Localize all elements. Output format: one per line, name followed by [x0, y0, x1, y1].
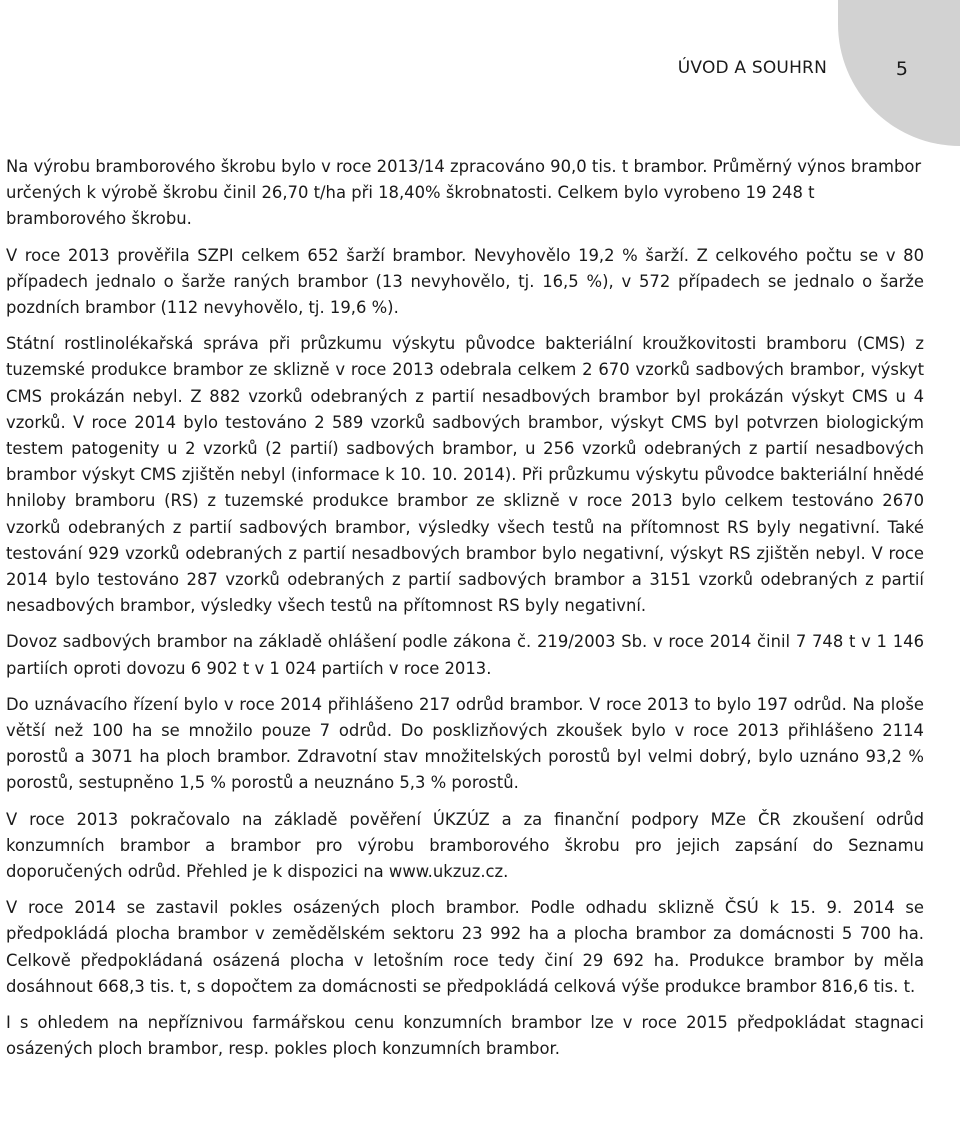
paragraph-planted-area: V roce 2014 se zastavil pokles osázených ploch brambor. Podle odhadu sklizně ČSÚ k 15. 9. 2014 se předpokládá plocha brambor v zemědělském sektoru 23 992 ha a plocha brambor za domácnosti 5 700 ha. Celkově předpokládaná osázená plocha v letošním roce tedy činí 29 692 ha. Produkce brambor by měla dosáhnout 668,3 tis. t, s dopočtem za domácnosti se předpokládá celková výše produkce brambor 816,6 tis. t.	[6, 898, 924, 996]
body-text	[6, 154, 924, 1073]
paragraph-szpi-inspection: V roce 2013 prověřila SZPI celkem 652 šarží brambor. Nevyhovělo 19,2 % šarží. Z celkového počtu se v 80 případech jednalo o šarže raných brambor (13 nevyhovělo, tj. 16,5 %), v 572 případech se jednalo o šarže pozdních brambor (112 nevyhovělo, tj. 19,6 %).	[6, 245, 924, 318]
paragraph-phytosanitary-survey: Státní rostlinolékařská správa při průzkumu výskytu původce bakteriální kroužkovitosti bramboru (CMS) z tuzemské produkce brambor ze sklizně v roce 2013 odebrala celkem 2 670 vzorků sadbových brambor, výskyt CMS prokázán nebyl. Z 882 vzorků odebraných z partií nesadbových brambor byl prokázán výskyt CMS u 4 vzorků. V roce 2014 bylo testováno 2 589 vzorků sadbových brambor, výskyt CMS byl potvrzen biologickým testem patogenity u 2 vzorků (2 partií) sadbových brambor, u 256 vzorků odebraných z partií nesadbových brambor výskyt CMS zjištěn nebyl (informace k 10. 10. 2014). Při průzkumu výskytu původce bakteriální hnědé hniloby bramboru (RS) z tuzemské produkce brambor ze sklizně v roce 2013 bylo celkem testováno 2670 vzorků odebraných z partií sadbových brambor, výsledky všech testů na přítomnost RS byly negativní. Také testování 929 vzorků odebraných z partií nesadbových brambor bylo negativní, výskyt RS zjištěn nebyl. V roce 2014 bylo testováno 287 vzorků odebraných z partií sadbových brambor a 3151 vzorků odebraných z partií nesadbových brambor, výsledky všech testů na přítomnost RS byly negativní.	[6, 334, 924, 616]
paragraph-seed-potato-import: Dovoz sadbových brambor na základě ohlášení podle zákona č. 219/2003 Sb. v roce 2014 činil 7 748 t v 1 146 partiích oproti dovozu 6 902 t v 1 024 partiích v roce 2013.	[6, 632, 924, 678]
section-title: ÚVOD A SOUHRN	[677, 58, 827, 78]
page-number: 5	[895, 58, 908, 80]
paragraph-outlook: I s ohledem na nepříznivou farmářskou cenu konzumních brambor lze v roce 2015 předpokládat stagnaci osázených ploch brambor, resp. pokles ploch konzumních brambor.	[6, 1013, 924, 1059]
paragraph-variety-testing: V roce 2013 pokračovalo na základě pověření ÚKZÚZ a za finanční podpory MZe ČR zkoušení odrůd konzumních brambor a brambor pro výrobu bramborového škrobu pro jejich zapsání do Seznamu doporučených odrůd. Přehled je k dispozici na www.ukzuz.cz.	[6, 809, 924, 882]
paragraph-certification: Do uznávacího řízení bylo v roce 2014 přihlášeno 217 odrůd brambor. V roce 2013 to bylo 197 odrůd. Na ploše větší než 100 ha se množilo pouze 7 odrůd. Do posklizňových zkoušek bylo v roce 2013 přihlášeno 2114 porostů a 3071 ha ploch brambor. Zdravotní stav množitelských porostů byl velmi dobrý, bylo uznáno 93,2 % porostů, sestupněno 1,5 % porostů a neuznáno 5,3 % porostů.	[6, 694, 924, 793]
page-header	[0, 0, 960, 130]
paragraph-starch-production: Na výrobu bramborového škrobu bylo v roce 2013/14 zpracováno 90,0 tis. t brambor. Průměrný výnos brambor určených k výrobě škrobu činil 26,70 t/ha při 18,40% škrobnatosti. Celkem bylo vyrobeno 19 248 t bramborového škrobu.	[6, 157, 922, 229]
